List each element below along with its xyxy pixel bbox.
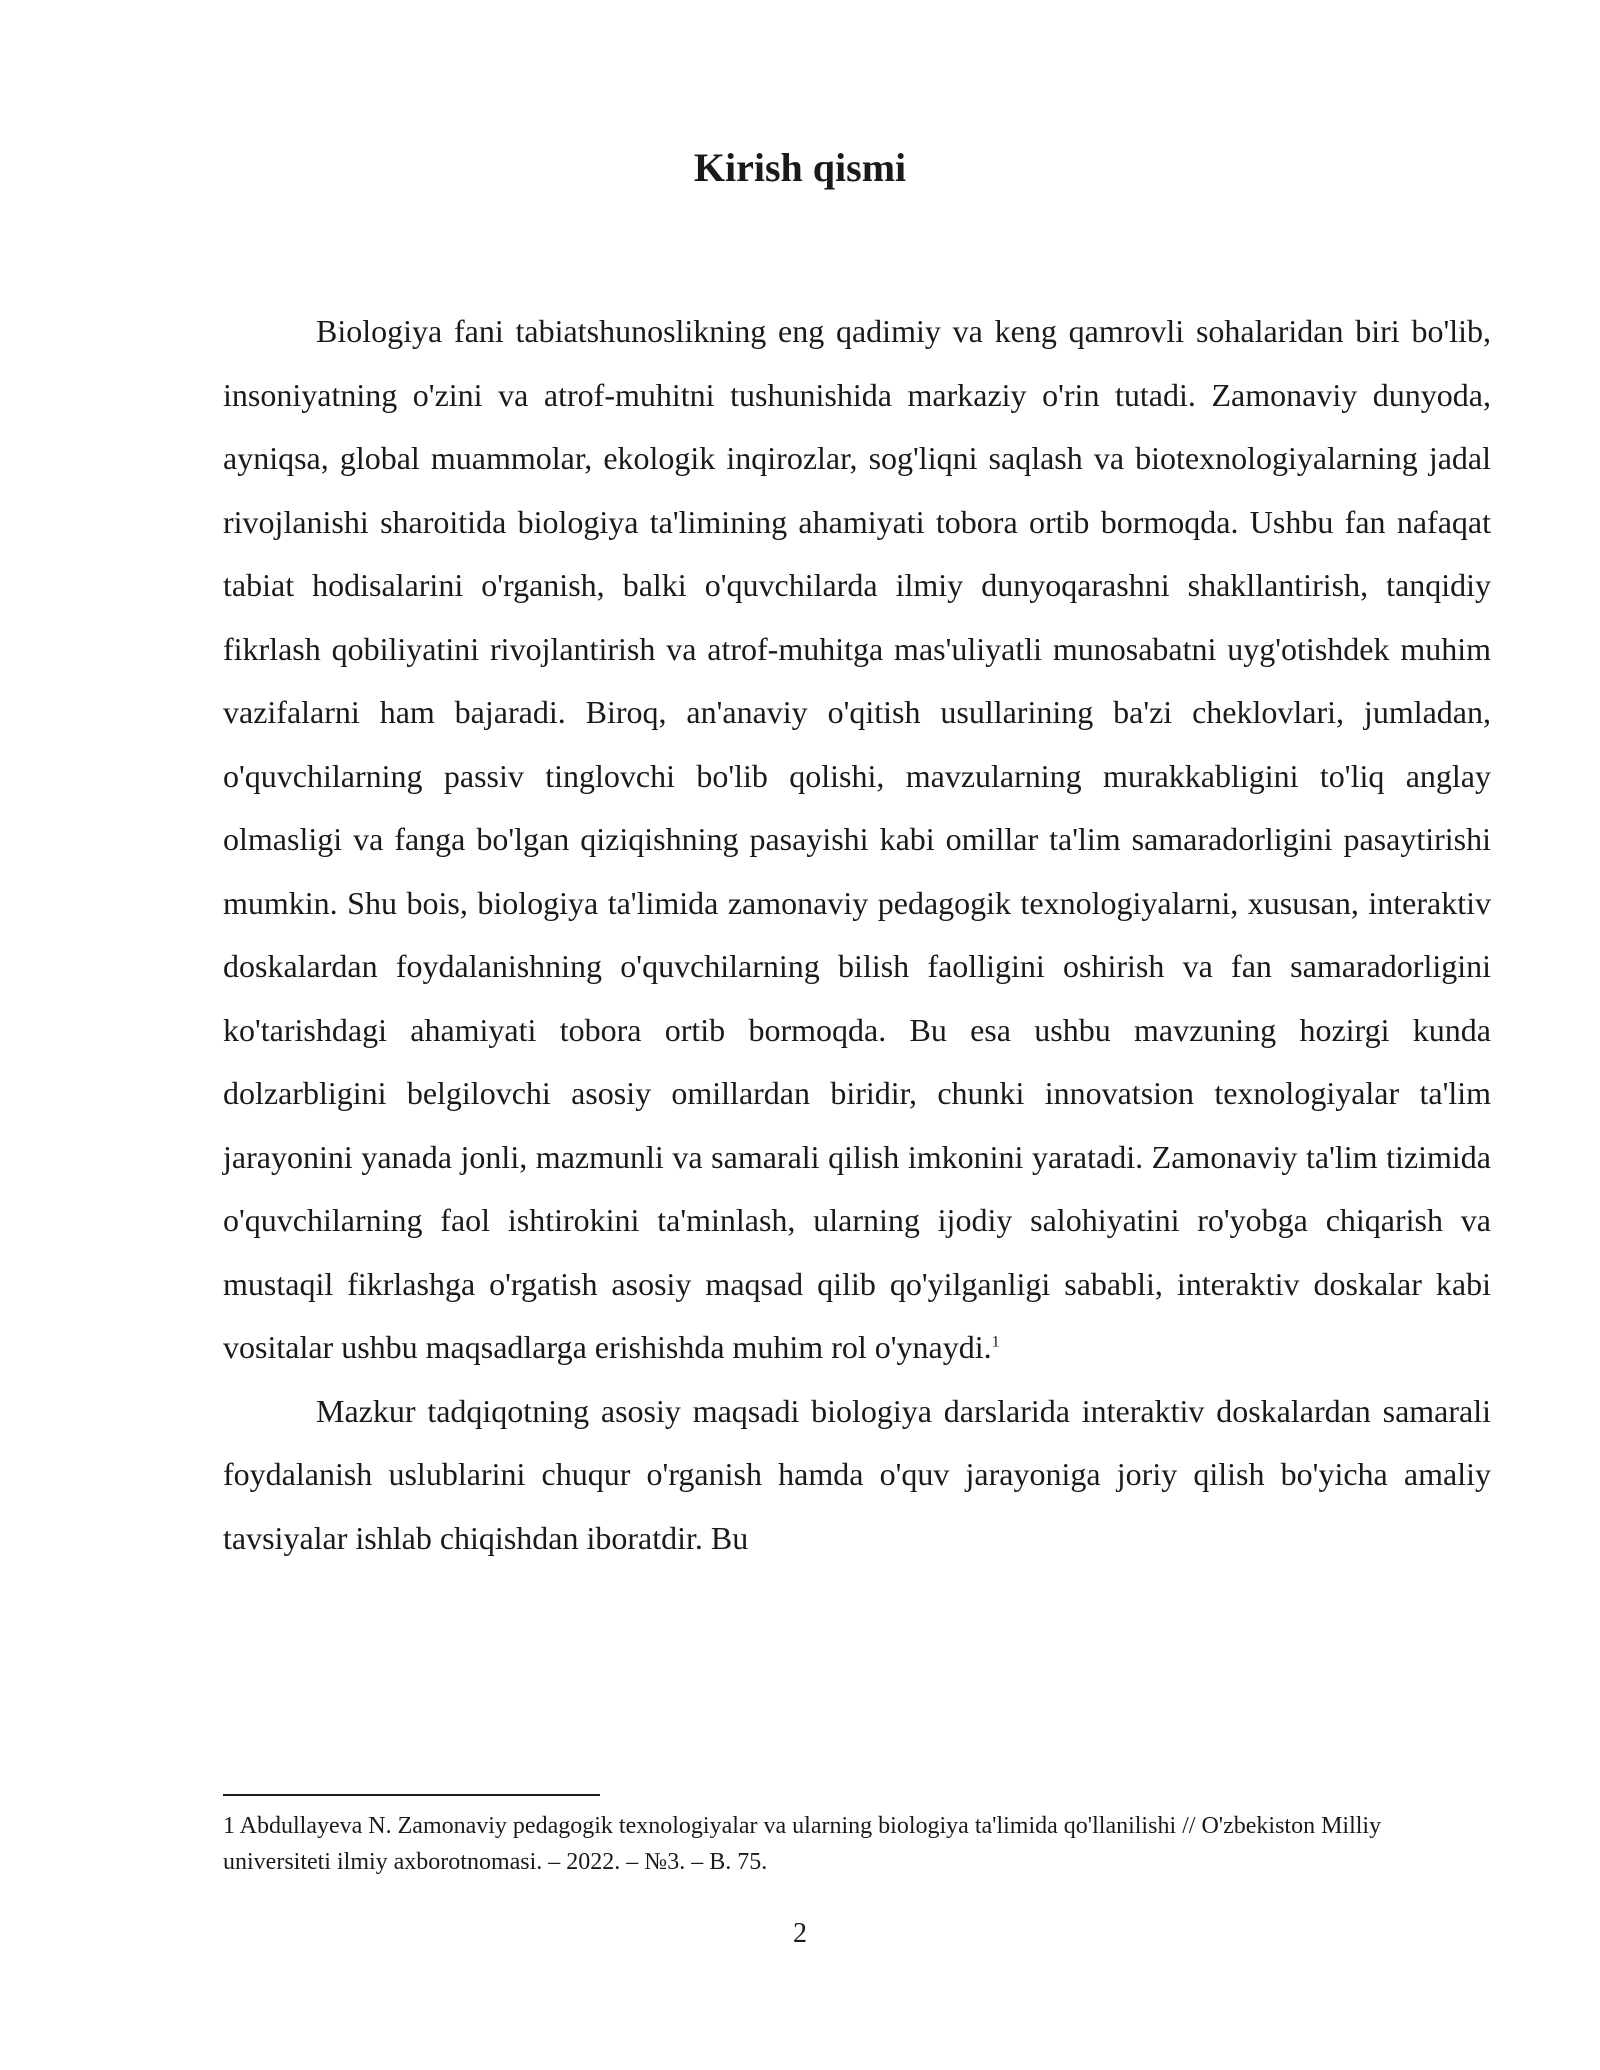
footnote: 1 Abdullayeva N. Zamonaviy pedagogik texnologiyalar va ularning biologiya ta'limida qo'llanilishi // O'zbekiston Milliy universiteti ilmiy axborotnomasi. – 2022. – №3. – B. 75. (223, 1813, 1382, 1875)
page-title: Kirish qismi (693, 145, 907, 190)
paragraph-2 (223, 1380, 1491, 1571)
paragraph-1 (223, 300, 1491, 1380)
footnote-separator (223, 1794, 600, 1796)
paragraph-2-text: Mazkur tadqiqotning asosiy maqsadi biologiya darslarida interaktiv doskalardan samarali foydalanish uslublarini chuqur o'rganish hamda o'quv jarayoniga joriy qilish bo'yicha amaliy tavsiyalar ishlab chiqishdan iboratdir. Bu (223, 1392, 1491, 1556)
page-number: 2 (793, 1918, 807, 1949)
body-text (223, 300, 1491, 1570)
footnote-reference[interactable]: 1 (991, 1333, 1000, 1351)
paragraph-1-text: Biologiya fani tabiatshunoslikning eng qadimiy va keng qamrovli sohalaridan biri bo'lib, insoniyatning o'zini va atrof-muhitni tushunishida markaziy o'rin tutadi. Zamonaviy dunyoda, ayniqsa, global muammolar, ekologik inqirozlar, sog'liqni saqlash va biotexnologiyalarning jadal rivojlanishi sharoitida biologiya ta'limining ahamiyati tobora ortib bormoqda. Ushbu fan nafaqat tabiat hodisalarini o'rganish, balki o'quvchilarda ilmiy dunyoqarashni shakllantirish, tanqidiy fikrlash qobiliyatini rivojlantirish va atrof-muhitga mas'uliyatli munosabatni uyg'otishdek muhim vazifalarni ham bajaradi. Biroq, an'anaviy o'qitish usullarining ba'zi cheklovlari, jumladan, o'quvchilarning passiv tinglovchi bo'lib qolishi, mavzularning murakkabligini to'liq anglay olmasligi va fanga bo'lgan qiziqishning pasayishi kabi omillar ta'lim samaradorligini pasaytirishi mumkin. Shu bois, biologiya ta'limida zamonaviy pedagogik texnologiyalarni, xususan, interaktiv doskalardan foydalanishning o'quvchilarning bilish faolligini oshirish va fan samaradorligini ko'tarishdagi ahamiyati tobora ortib bormoqda. Bu esa ushbu mavzuning hozirgi kunda dolzarbligini belgilovchi asosiy omillardan biridir, chunki innovatsion texnologiyalar ta'lim jarayonini yanada jonli, mazmunli va samarali qilish imkonini yaratadi. Zamonaviy ta'lim tizimida o'quvchilarning faol ishtirokini ta'minlash, ularning ijodiy salohiyatini ro'yobga chiqarish va mustaqil fikrlashga o'rgatish asosiy maqsad qilib qo'yilganligi sababli, interaktiv doskalar kabi vositalar ushbu maqsadlarga erishishda muhim rol o'ynaydi. (223, 313, 1491, 1365)
